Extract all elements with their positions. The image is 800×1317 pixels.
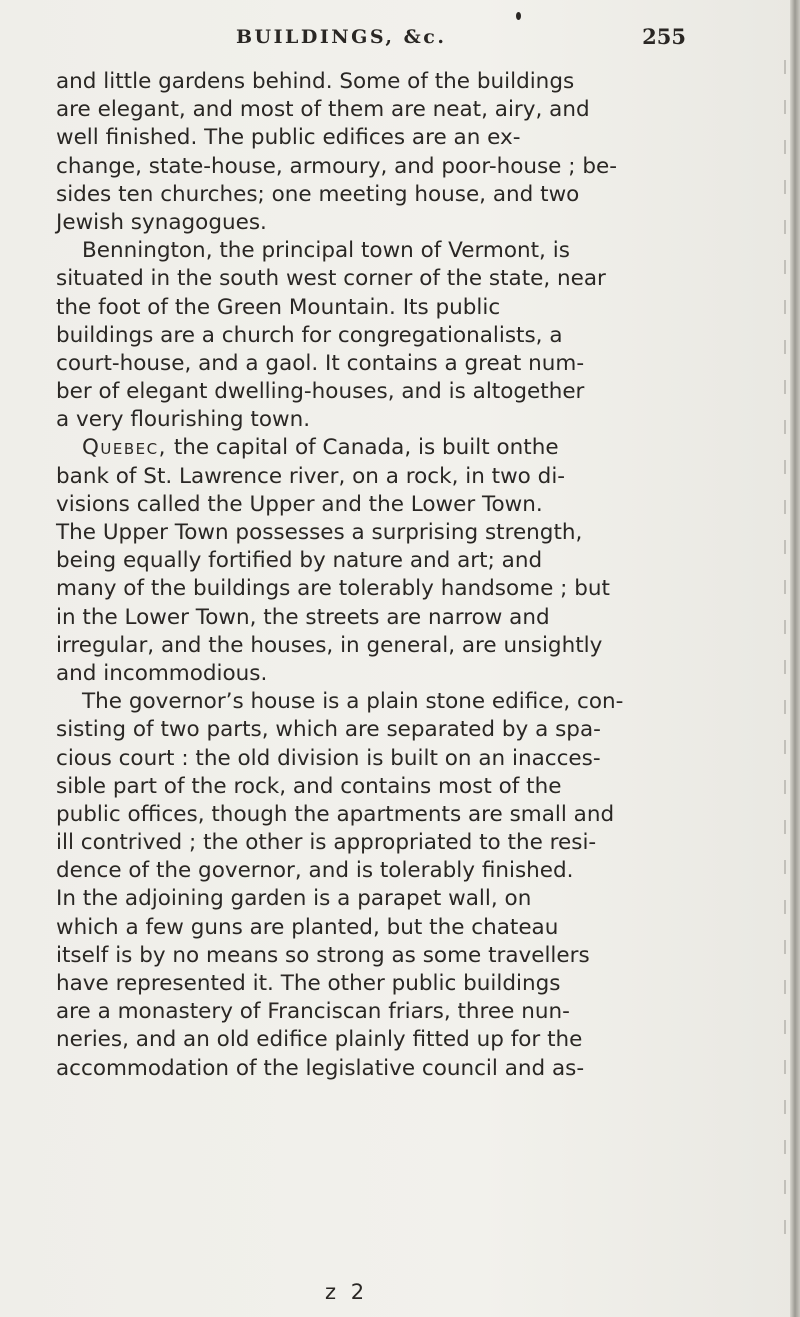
text-line: many of the buildings are tolerably handsome ; but <box>56 576 610 602</box>
text-line: cious court : the old division is built on an inacces- <box>56 745 601 771</box>
text-line: neries, and an old edifice plainly fitted up for the <box>56 1027 583 1053</box>
text-line: a very flourishing town. <box>56 407 311 433</box>
text-line: have represented it. The other public buildings <box>56 971 561 996</box>
text-line: are a monastery of Franciscan friars, three nun- <box>56 999 570 1025</box>
text-line: are elegant, and most of them are neat, airy, and <box>56 97 590 123</box>
text-line: sides ten churches; one meeting house, and two <box>56 181 580 207</box>
text-line: court-house, and a gaol. It contains a great num- <box>56 350 585 376</box>
text-line: ill contrived ; the other is appropriated to the resi- <box>56 830 597 856</box>
text-line: buildings are a church for congregationalists, a <box>56 322 563 348</box>
text-line: sible part of the rock, and contains most of the <box>56 773 562 799</box>
text-line: which a few guns are planted, but the chateau <box>56 914 559 940</box>
text-line: accommodation of the legislative council and as- <box>56 1055 585 1081</box>
signature-mark: z 2 <box>325 1280 369 1304</box>
place-name-quebec: Quebec, <box>82 435 167 461</box>
text-line: irregular, and the houses, in general, are unsightly <box>56 632 603 658</box>
page-number: 255 <box>642 24 686 49</box>
text-line: dence of the governor, and is tolerably finished. <box>56 858 574 884</box>
page-edge-shadow <box>790 0 800 1317</box>
running-head: BUILDINGS, &c. <box>236 26 447 48</box>
text-line: bank of St. Lawrence river, on a rock, in two di- <box>56 463 566 489</box>
text-line: public offices, though the apartments are small and <box>56 801 615 827</box>
page-header <box>56 24 686 60</box>
text-line: being equally fortified by nature and art; and <box>56 548 543 574</box>
text-line: the foot of the Green Mountain. Its public <box>56 294 501 320</box>
body-text <box>56 68 684 1083</box>
text-line: visions called the Upper and the Lower Town. <box>56 491 543 517</box>
adjacent-page-edge <box>784 60 786 1240</box>
text-line: situated in the south west corner of the state, near <box>56 266 606 292</box>
text-line: in the Lower Town, the streets are narrow and <box>56 604 550 630</box>
text-line: itself is by no means so strong as some travellers <box>56 942 590 968</box>
text-line: and little gardens behind. Some of the buildings <box>56 69 575 94</box>
text-line: sisting of two parts, which are separated by a spa- <box>56 717 601 743</box>
text-line: In the adjoining garden is a parapet wall, on <box>56 886 532 912</box>
text-line: change, state-house, armoury, and poor-house ; be- <box>56 153 617 179</box>
ink-dot <box>516 12 521 20</box>
text-line: Jewish synagogues. <box>56 209 267 235</box>
text-line: ber of elegant dwelling-houses, and is altogether <box>56 379 585 405</box>
text-line: Bennington, the principal town of Vermont, is <box>82 238 570 264</box>
text-line: Quebec, the capital of Canada, is built onthe <box>56 434 684 462</box>
text-line: The Upper Town possesses a surprising strength, <box>56 520 583 545</box>
text-line: The governor’s house is a plain stone edifice, con- <box>82 689 624 715</box>
text-line: well finished. The public edifices are an ex- <box>56 125 521 151</box>
text-line: and incommodious. <box>56 660 268 686</box>
